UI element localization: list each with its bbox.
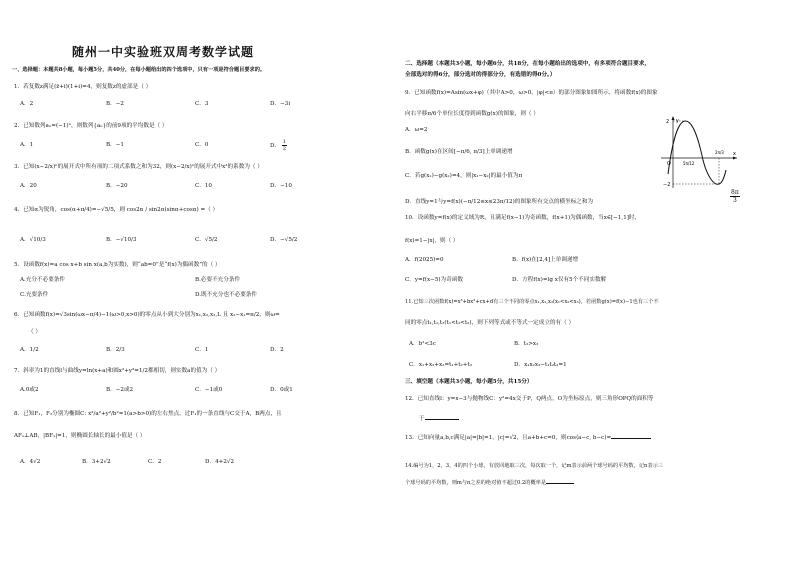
section2-heading-line2: 全部选对的得6分，部分选对的得部分分，有选错的得0分。）: [405, 72, 556, 78]
q13-text: 13．已知向量a,b,c满足|a|=|b|=1，|c|=√2，且a+b+c=0，则cos⟨a−c, b−c⟩=: [405, 435, 612, 441]
q9-option-c: C．若g(x₁)−g(x₂)=4，则|x₁−x₂|的最小值为π: [405, 173, 523, 179]
q10-option-c: C．y=f(x−5)为奇函数: [405, 277, 463, 283]
q8-option-c: C．2: [148, 459, 162, 465]
q5-option-d: D.既不充分也不必要条件: [195, 292, 258, 298]
q8-option-b: B．3+2√2: [82, 459, 111, 465]
question-13: [405, 432, 651, 442]
question-14-line2: [405, 477, 574, 487]
q7-option-a: A.0或2: [20, 387, 39, 393]
question-3: 3．已知(x−2/x)ⁿ的展开式中所有项的二项式系数之和为32，则(x−2/x)ⁿ的展开式中x³的系数为（ ）: [14, 164, 263, 170]
question-5: 5．设函数f(x)=a cos x+b sin x(a,b为实数)，则“ab=0”是“f(x)为偶函数”的（ ）: [14, 262, 221, 268]
q9-option-b: B．函数g(x)在区间[−π/6, π/3]上单调递增: [405, 149, 513, 155]
q10-option-b: B．f(x)在[2,4]上单调递增: [512, 257, 579, 263]
q4-option-a: A．√10/3: [20, 237, 46, 243]
q11-option-d: D．x₁x₂x₃−t₁t₂t₃=1: [514, 362, 567, 368]
question-10-line1: 10．设函数y=f(x)的定义域为R，且满足f(x−1)为奇函数，f(x+1)为偶函数，当x∈[−1,1]时，: [405, 215, 641, 221]
y-axis-label: y: [676, 118, 679, 124]
question-8-line1: 8．已知F₁，F₂分别为椭圆C: x²/a²+y²/b²=1(a>b>0)的左右焦点，过F₁的一条直线与C交于A，B两点，且: [14, 411, 282, 417]
q11-option-a: A．b²<3c: [409, 341, 436, 347]
sine-function-graph: [659, 114, 739, 190]
q2-option-c: C．0: [195, 142, 209, 148]
question-6: 6．已知函数f(x)=√3sin(ωx−π/4)−1(ω>0,x>0)的零点从小到大分别为x₁,x₂,x₃,L 且 x₂−x₁=π/2，则ω=: [14, 312, 280, 318]
question-14-line1: 14.编号为1，2，3，4的四个小球，有放回地取三次，每次取一个，记m表示前两个球号码的平均数，记n表示三: [405, 463, 663, 469]
x1-tick-label: 5π/12: [683, 161, 695, 166]
q8-option-a: A．4√2: [20, 459, 41, 465]
q12-answer-blank[interactable]: [425, 413, 459, 420]
q9-option-a: A．ω=2: [405, 127, 428, 133]
q10-option-a: A．f(2025)=0: [405, 257, 444, 263]
question-6-paren: （ ）: [28, 329, 41, 335]
question-4: 4．已知α为锐角，cos(α+π/4)=−√5/5，则 cos2α / sin2α(sinα+cosα) =（ ）: [14, 207, 219, 213]
q5-option-b: B.必要不充分条件: [195, 277, 241, 283]
q14-text: 个球号码的平均数，则m与n之差的绝对值不超过0.2的概率是: [405, 480, 547, 486]
q6-option-b: B．2/3: [106, 347, 125, 353]
exam-title: 随州一中实验班双周考数学试题: [72, 45, 255, 59]
q6-option-a: A．1/2: [20, 347, 39, 353]
q13-answer-blank[interactable]: [611, 432, 651, 439]
q6-option-c: C．1: [195, 347, 209, 353]
q2-option-a: A．1: [20, 142, 34, 148]
q6-option-d: D．2: [270, 347, 284, 353]
y-axis-arrow: [672, 116, 675, 120]
q11-option-c: C．x₁+x₂+x₃=t₁+t₂+t₃: [409, 362, 472, 368]
question-1: 1．若复数z满足(z̄+i)(1+i)=4，则复数z的虚部是（ ）: [14, 84, 152, 90]
q1-option-d: D．−3i: [270, 101, 291, 107]
q9-d-fraction: [730, 189, 740, 204]
q1-option-c: C．3: [195, 101, 209, 107]
q7-option-c: C．−1或0: [195, 387, 223, 393]
q4-option-d: D．−√5/2: [270, 237, 298, 243]
section2-heading-line1: 二、选择题（本题共3小题，每小题6分，共18分，在每小题给出的选项中，有多项符合题目要求，: [405, 61, 650, 67]
question-12-line1: 12．已知直线l：y=x−3与抛物线C：y²=4x交于P，Q两点，O为坐标原点，则三角形OPQ的面积等: [405, 396, 654, 402]
x-axis-label: x: [733, 151, 736, 157]
y-max-label: 2: [666, 119, 670, 125]
question-9-line2: 向右平移π/6个单位长度得到函数g(x)的图象，则（ ）: [405, 111, 539, 117]
question-11-line1: 11.已知三次函数f(x)=x³+bx²+cx+d有三个不同的零点x₁,x₂,x₃(x₁<x₂<x₃)，若函数g(x)=f(x)−1也有三个不: [405, 299, 659, 305]
question-10-line2: f(x)=1−|x|，则（ ）: [405, 238, 459, 244]
q5-option-a: A.充分不必要条件: [20, 277, 65, 283]
q2-frac-num: 1: [282, 139, 287, 145]
question-9-line1: 9．已知函数f(x)=Asin(ωx+φ)（其中A>0，ω>0，|φ|<π）的部分图象如图所示，将函数f(x)的图象: [405, 90, 658, 96]
q12-text: 于: [419, 416, 425, 422]
question-7: 7．斜率为1的直线l与曲线y=ln(x+a)和圆x²+y²=1/2都相切，则实数a的值为（ ）: [14, 368, 221, 374]
q1-option-b: B．−2: [106, 101, 124, 107]
q10-option-d: D．方程f(x)=lg x仅有5个不同实数解: [512, 277, 607, 283]
section1-heading: 一、选择题：本题共8小题，每小题5分，共40分，在每小题给出的四个选项中，只有一项是符合题目要求的。: [12, 67, 266, 73]
q2-option-d: [270, 139, 287, 152]
q2-frac-den: 2: [282, 146, 287, 152]
x2-tick-label: 2π/3: [715, 150, 724, 155]
q3-option-d: D．−10: [270, 183, 292, 189]
q11-option-b: B．t₃>x₃: [514, 341, 539, 347]
q3-option-b: B．−20: [106, 183, 128, 189]
q9-d-frac-den: 3: [732, 197, 737, 204]
y-min-label: −2: [663, 182, 671, 188]
q3-option-c: C．10: [195, 183, 212, 189]
q2-option-d-label: D．: [270, 143, 281, 149]
origin-label: O: [667, 161, 671, 167]
q3-option-a: A．20: [20, 183, 37, 189]
q9-d-frac-num: 8π: [731, 189, 739, 196]
question-11-line2: 同的零点t₁,t₂,t₃(t₁<t₂<t₃)，则下列等式或不等式一定成立的有（ ）: [405, 320, 575, 326]
section3-heading: 三、填空题（本题共3小题，每小题5分，共15分）: [405, 379, 533, 385]
question-8-line2: AF₁⊥AB，|BF₁|=1，则椭圆长轴长的最小值是（ ）: [14, 433, 146, 439]
q8-option-d: D．4+2√2: [205, 459, 235, 465]
q2-option-b: B．−1: [106, 142, 124, 148]
q4-option-b: B．−√10/3: [106, 237, 137, 243]
q7-option-d: D．0或1: [270, 387, 293, 393]
question-2: 2．已知数列aₙ=(−1)ⁿ，则数列{aₙ}的前9项的平均数是（ ）: [14, 123, 168, 129]
q14-answer-blank[interactable]: [546, 477, 574, 484]
question-12-line2: [419, 413, 459, 423]
q2-option-d-fraction: [282, 139, 287, 152]
q9-option-d: D．直线y=1与y=f(x)(−π/12≤x≤23π/12)的图象所有交点的横坐标之和为: [405, 199, 594, 205]
q5-option-c: C.充要条件: [20, 292, 49, 298]
q9-option-d-answer-fraction: [730, 189, 740, 204]
q7-option-b: B．−2或2: [106, 387, 134, 393]
q1-option-a: A．2: [20, 101, 34, 107]
q4-option-c: C．√5/2: [195, 237, 218, 243]
